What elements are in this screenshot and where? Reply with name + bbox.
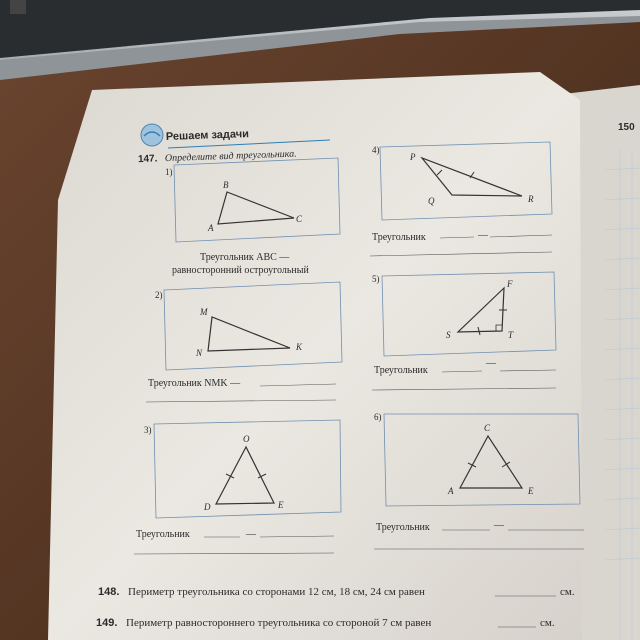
vertex-label: O [243, 434, 250, 444]
vertex-label: C [296, 214, 303, 224]
item-number: 2) [155, 290, 163, 300]
answer-label: Треугольник [374, 365, 428, 376]
vertex-label: D [204, 502, 211, 512]
answer-label: Треугольник ABC — [200, 252, 290, 263]
item-number: 6) [374, 412, 382, 422]
item-number: 1) [165, 167, 173, 177]
answer-dash: — [478, 230, 488, 241]
item-number: 5) [372, 274, 380, 284]
task-147-number: 147. [137, 153, 158, 166]
task-149-number: 149. [96, 617, 118, 629]
vertex-label: F [507, 279, 513, 289]
answer-dash: — [246, 529, 256, 540]
vertex-label: A [448, 486, 454, 496]
left-page [48, 72, 582, 640]
task-148-number: 148. [98, 586, 120, 598]
answer-label: Треугольник [136, 529, 190, 540]
answer-label: Треугольник [376, 522, 430, 533]
answer-dash: — [486, 358, 496, 369]
section-title: Решаем задачи [165, 128, 250, 143]
vertex-label: E [528, 486, 534, 496]
task-147-prompt: Определите вид треугольника. [164, 148, 297, 165]
vertex-label: S [446, 330, 451, 340]
vertex-label: M [200, 307, 208, 317]
vertex-label: A [208, 223, 214, 233]
task-148-text: Периметр треугольника со сторонами 12 см, 18 см, 24 см равен [128, 586, 425, 598]
vertex-label: R [528, 194, 534, 204]
answer-label: Треугольник [372, 232, 426, 243]
vertex-label: B [223, 180, 229, 190]
task-148-unit: см. [560, 586, 575, 598]
vertex-label: C [484, 423, 491, 433]
vertex-label: K [296, 342, 303, 352]
item-number: 4) [372, 145, 380, 155]
vertex-label: T [508, 330, 514, 340]
answer-dash: — [494, 520, 504, 531]
vertex-label: E [278, 500, 284, 510]
right-page-number: 150 [618, 122, 635, 133]
answer-handwritten: равносторонний остроугольный [172, 265, 309, 276]
item-number: 3) [144, 425, 152, 435]
vertex-label: P [410, 152, 416, 162]
task-149-unit: см. [540, 617, 555, 629]
task-149-text: Периметр равностороннего треугольника со стороной 7 см равен [126, 617, 432, 629]
vertex-label: Q [428, 196, 435, 206]
vertex-label: N [196, 348, 203, 358]
answer-label: Треугольник NMK — [148, 378, 241, 389]
